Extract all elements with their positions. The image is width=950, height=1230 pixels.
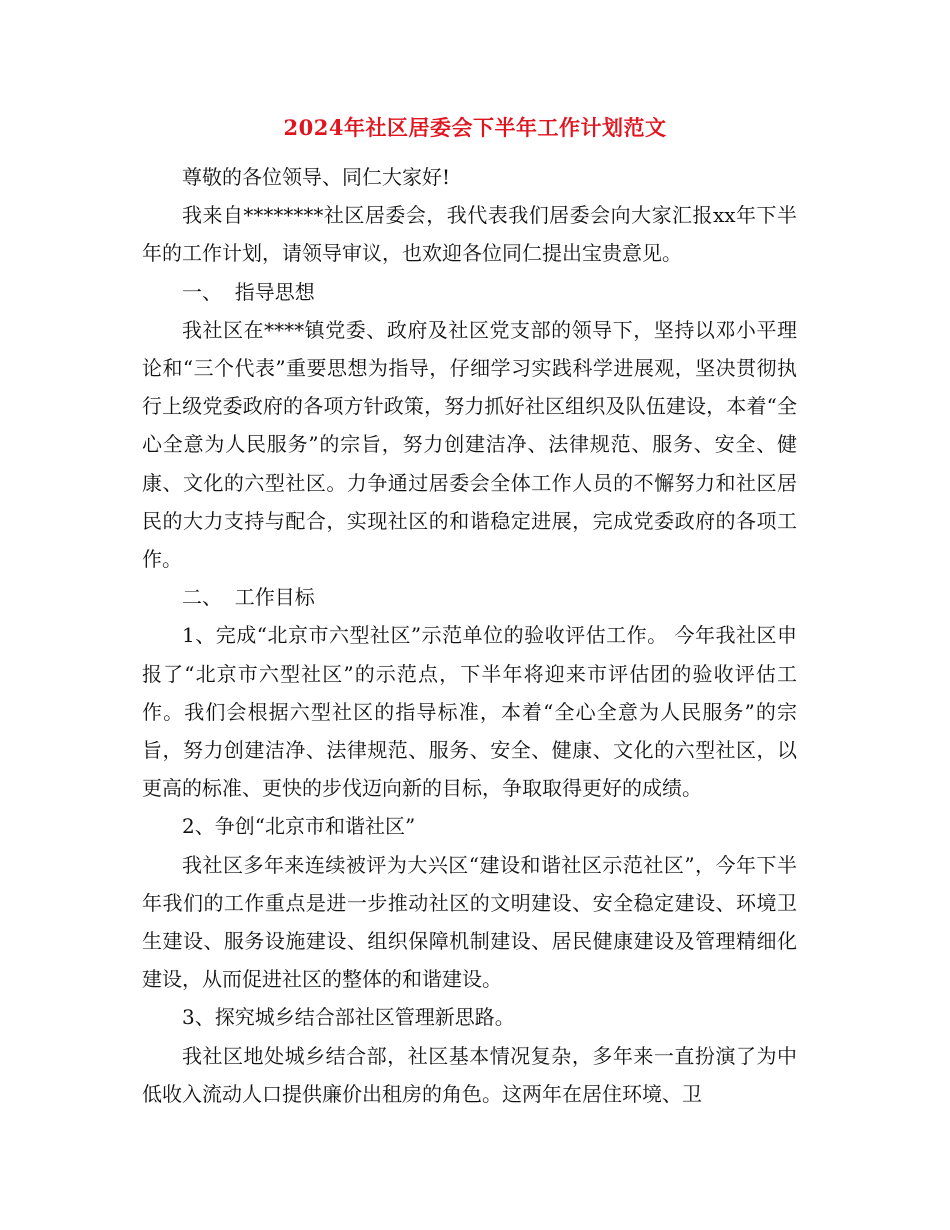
document-title: 2024年社区居委会下半年工作计划范文 [283, 115, 667, 140]
heading-work-goals: 二、 工作目标 [182, 585, 315, 610]
paragraph-guiding-ideology: 我社区在****镇党委、政府及社区党支部的领导下，坚持以邓小平理论和“三个代表”重要思想为指导，仔细学习实践科学进展观，坚决贯彻执行上级党委政府的各项方针政策，努力抓好社区组织及队伍建设，本着“全心全意为人民服务”的宗旨，努力创建洁净、法律规范、服务、安全、健康、文化的六型社区。力争通过居委会全体工作人员的不懈努力和社区居民的大力支持与配合，实现社区的和谐稳定进展，完成党委政府的各项工作。 [142, 317, 797, 572]
heading-goal-3: 3、探究城乡结合部社区管理新思路。 [182, 1005, 515, 1030]
paragraph-greeting: 尊敬的各位领导、同仁大家好! [182, 165, 451, 189]
paragraph-goal-3: 我社区地处城乡结合部，社区基本情况复杂，多年来一直扮演了为中低收入流动人口提供廉价出租房的角色。这两年在居住环境、卫 [142, 1043, 797, 1106]
paragraph-intro: 我来自********社区居委会，我代表我们居委会向大家汇报xx年下半年的工作计划，请领导审议，也欢迎各位同仁提出宝贵意见。 [142, 203, 797, 266]
document-body [142, 158, 797, 1113]
paragraph-goal-1: 1、完成“北京市六型社区”示范单位的验收评估工作。 今年我社区申报了“北京市六型社区”的示范点，下半年将迎来市评估团的验收评估工作。我们会根据六型社区的指导标准，本着“全心全意为人民服务”的宗旨，努力创建洁净、法律规范、服务、安全、健康、文化的六型社区，以更高的标准、更快的步伐迈向新的目标，争取取得更好的成绩。 [142, 623, 797, 801]
paragraph-goal-2: 我社区多年来连续被评为大兴区“建设和谐社区示范社区”，今年下半年我们的工作重点是进一步推动社区的文明建设、安全稳定建设、环境卫生建设、服务设施建设、组织保障机制建设、居民健康建设及管理精细化建设，从而促进社区的整体的和谐建设。 [142, 852, 797, 992]
heading-guiding-ideology: 一、 指导思想 [182, 279, 315, 304]
heading-goal-2: 2、争创“北京市和谐社区” [182, 814, 416, 839]
